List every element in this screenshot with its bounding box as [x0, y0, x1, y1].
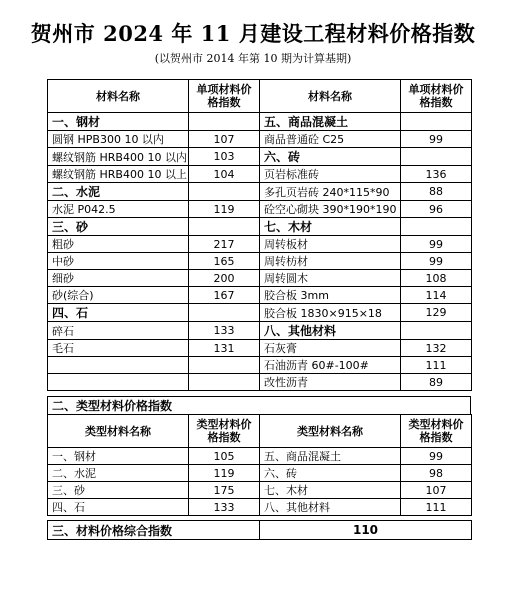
index-value: 132	[401, 340, 472, 357]
index-value: 99	[401, 131, 472, 148]
type-index-value: 99	[401, 448, 472, 465]
index-value	[189, 304, 260, 322]
index-value	[189, 218, 260, 236]
type-material-name: 一、钢材	[48, 448, 189, 465]
index-value: 96	[401, 201, 472, 218]
table-row	[48, 270, 472, 287]
composite-index-label: 三、材料价格综合指数	[48, 521, 260, 540]
material-name: 毛石	[48, 340, 189, 357]
table-row	[48, 357, 472, 374]
composite-index-value: 110	[260, 521, 472, 540]
type-index-value: 133	[189, 499, 260, 516]
page-subtitle: (以贺州市 2014 年第 10 期为计算基期)	[154, 52, 352, 65]
material-name: 石灰膏	[260, 340, 401, 357]
table-header-row	[48, 415, 472, 448]
material-name: 页岩标准砖	[260, 166, 401, 183]
type-material-name: 六、砖	[260, 465, 401, 482]
category-heading: 六、砖	[260, 148, 401, 166]
type-index-value: 98	[401, 465, 472, 482]
index-value: 108	[401, 270, 472, 287]
table-row	[48, 253, 472, 270]
index-value: 99	[401, 253, 472, 270]
type-material-name: 二、水泥	[48, 465, 189, 482]
material-name: 胶合板 3mm	[260, 287, 401, 304]
header-type-name: 类型材料名称	[260, 415, 401, 448]
category-heading: 七、木材	[260, 218, 401, 236]
index-value: 114	[401, 287, 472, 304]
material-name: 周转枋材	[260, 253, 401, 270]
material-name: 碎石	[48, 322, 189, 340]
material-name: 中砂	[48, 253, 189, 270]
section-type-index-title: 二、类型材料价格指数	[47, 396, 471, 414]
index-value: 111	[401, 357, 472, 374]
index-value: 167	[189, 287, 260, 304]
material-name: 螺纹钢筋 HRB400 10 以上	[48, 166, 189, 183]
type-index-value: 107	[401, 482, 472, 499]
material-name: 粗砂	[48, 236, 189, 253]
header-material-name: 材料名称	[48, 80, 189, 113]
index-value	[189, 357, 260, 374]
table-row	[48, 304, 472, 322]
material-name: 周转板材	[260, 236, 401, 253]
table-row	[48, 499, 472, 516]
table-row	[48, 322, 472, 340]
header-type-index: 类型材料价格指数	[401, 415, 472, 448]
type-material-name: 四、石	[48, 499, 189, 516]
index-value: 103	[189, 148, 260, 166]
material-name: 砂(综合)	[48, 287, 189, 304]
category-heading: 二、水泥	[48, 183, 189, 201]
table-header-row	[48, 80, 472, 113]
material-name: 商品普通砼 C25	[260, 131, 401, 148]
index-value	[189, 374, 260, 391]
material-name: 螺纹钢筋 HRB400 10 以内	[48, 148, 189, 166]
index-value	[401, 113, 472, 131]
index-value	[401, 148, 472, 166]
table-row	[48, 236, 472, 253]
index-value: 88	[401, 183, 472, 201]
index-value: 217	[189, 236, 260, 253]
material-name	[48, 374, 189, 391]
table-row	[48, 148, 472, 166]
index-value: 133	[189, 322, 260, 340]
table-row	[48, 131, 472, 148]
index-value	[401, 322, 472, 340]
type-index-value: 119	[189, 465, 260, 482]
header-material-index: 单项材料价格指数	[401, 80, 472, 113]
table-row	[48, 218, 472, 236]
index-value: 89	[401, 374, 472, 391]
category-heading: 三、砂	[48, 218, 189, 236]
material-name: 周转圆木	[260, 270, 401, 287]
single-material-index-table	[47, 79, 472, 391]
index-value	[189, 183, 260, 201]
material-name: 圆钢 HPB300 10 以内	[48, 131, 189, 148]
index-value: 119	[189, 201, 260, 218]
header-material-index: 单项材料价格指数	[189, 80, 260, 113]
index-value: 107	[189, 131, 260, 148]
table-row	[48, 465, 472, 482]
type-material-name: 七、木材	[260, 482, 401, 499]
material-name: 细砂	[48, 270, 189, 287]
table-row	[48, 183, 472, 201]
category-heading: 八、其他材料	[260, 322, 401, 340]
table-row	[48, 482, 472, 499]
index-value: 165	[189, 253, 260, 270]
index-value	[401, 218, 472, 236]
table-row	[48, 113, 472, 131]
table-row	[48, 166, 472, 183]
material-name: 改性沥青	[260, 374, 401, 391]
type-material-name: 八、其他材料	[260, 499, 401, 516]
index-value: 200	[189, 270, 260, 287]
material-name: 多孔页岩砖 240*115*90	[260, 183, 401, 201]
index-value: 99	[401, 236, 472, 253]
type-index-value: 175	[189, 482, 260, 499]
table-row	[48, 287, 472, 304]
category-heading: 一、钢材	[48, 113, 189, 131]
type-index-value: 111	[401, 499, 472, 516]
material-name: 胶合板 1830×915×18	[260, 304, 401, 322]
composite-index-table	[47, 520, 472, 540]
table-row	[48, 374, 472, 391]
type-material-name: 三、砂	[48, 482, 189, 499]
category-heading: 五、商品混凝土	[260, 113, 401, 131]
type-index-value: 105	[189, 448, 260, 465]
material-name: 水泥 P042.5	[48, 201, 189, 218]
table-row	[48, 448, 472, 465]
material-name	[48, 357, 189, 374]
index-value: 131	[189, 340, 260, 357]
material-name: 石油沥青 60#-100#	[260, 357, 401, 374]
header-type-name: 类型材料名称	[48, 415, 189, 448]
type-material-name: 五、商品混凝土	[260, 448, 401, 465]
header-material-name: 材料名称	[260, 80, 401, 113]
composite-index-row	[48, 521, 472, 540]
type-material-index-table	[47, 414, 472, 516]
material-name: 砼空心砌块 390*190*190	[260, 201, 401, 218]
table-row	[48, 201, 472, 218]
index-value	[189, 113, 260, 131]
category-heading: 四、石	[48, 304, 189, 322]
index-value: 129	[401, 304, 472, 322]
page-title: 贺州市 2024 年 11 月建设工程材料价格指数	[30, 21, 476, 46]
index-value: 104	[189, 166, 260, 183]
header-type-index: 类型材料价格指数	[189, 415, 260, 448]
table-row	[48, 340, 472, 357]
index-value: 136	[401, 166, 472, 183]
